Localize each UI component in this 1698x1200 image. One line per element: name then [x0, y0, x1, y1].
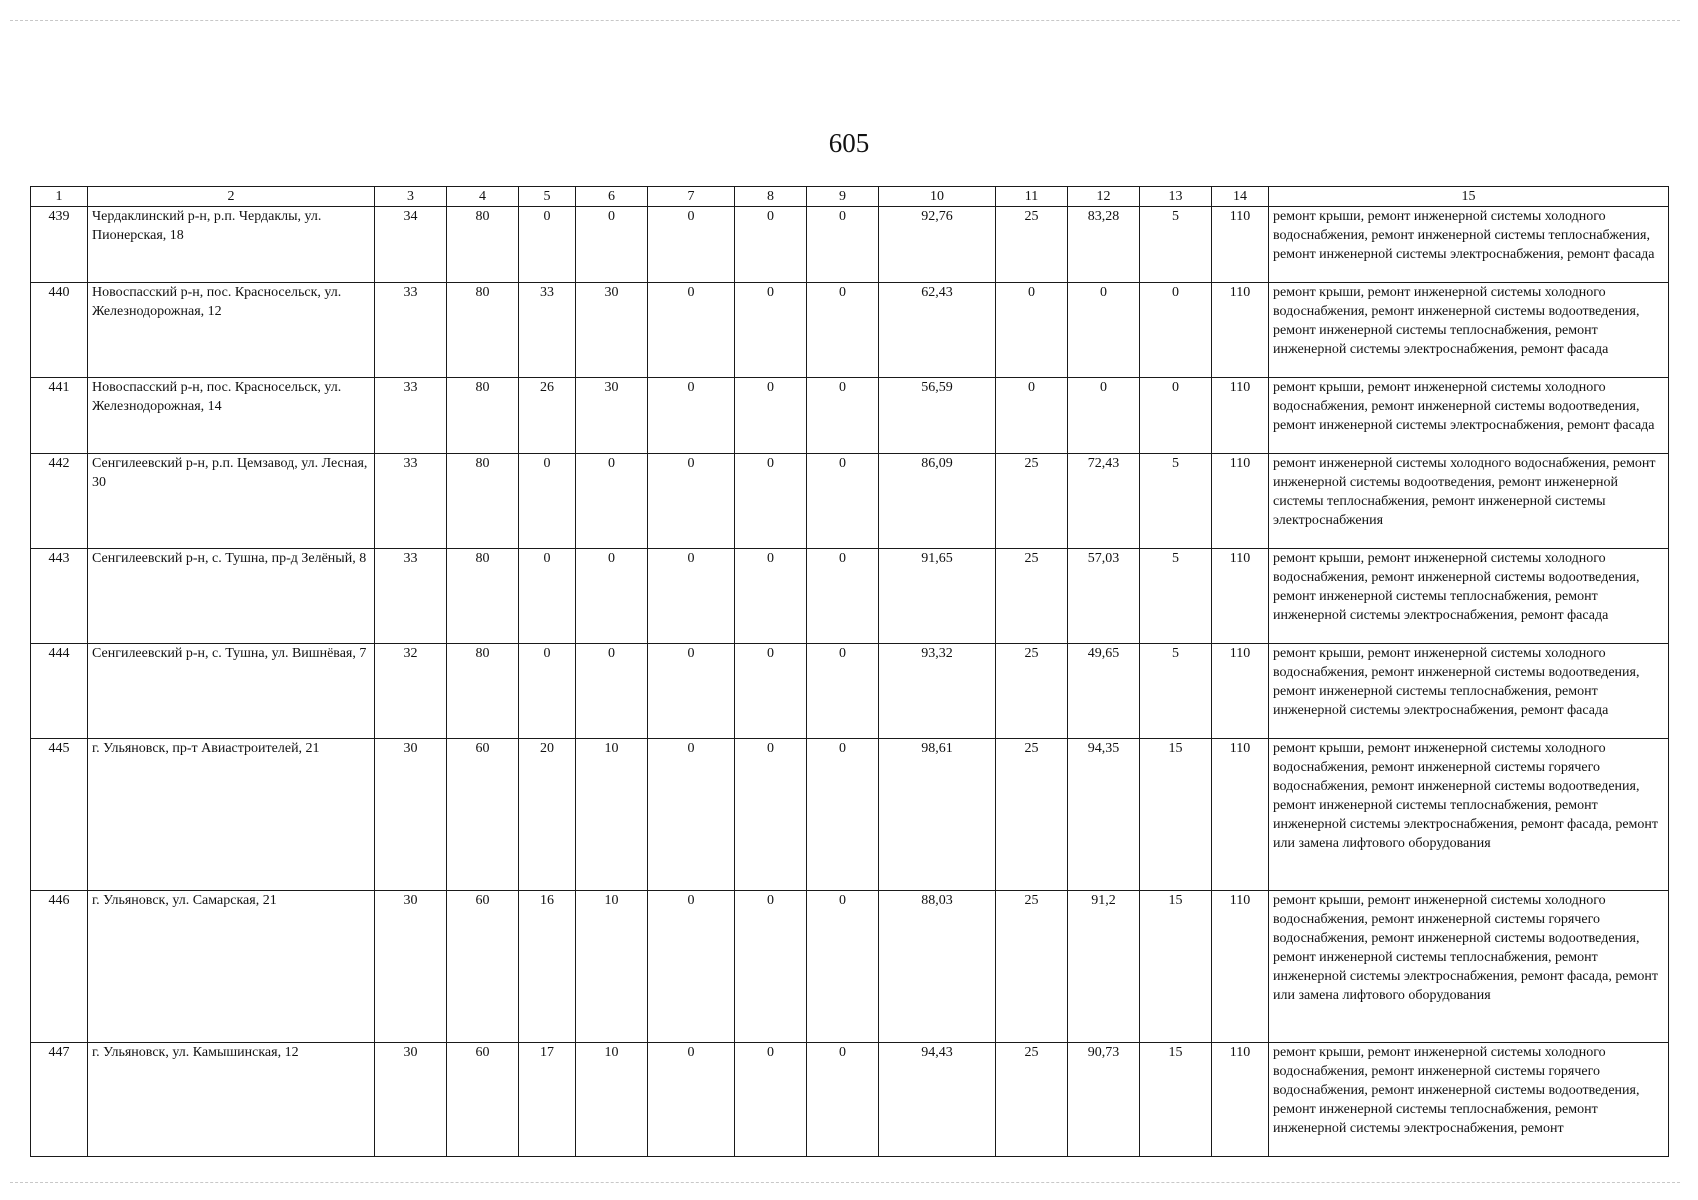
value-cell: 0 [519, 454, 576, 549]
table-body [31, 207, 1669, 1157]
value-cell: 0 [519, 207, 576, 283]
value-cell: 0 [1140, 283, 1212, 378]
value-cell: 32 [375, 644, 447, 739]
address-cell: Новоспасский р-н, пос. Красносельск, ул. Железнодорожная, 14 [88, 378, 375, 454]
works-cell: ремонт крыши, ремонт инженерной системы холодного водоснабжения, ремонт инженерной системы теплоснабжения, ремонт инженерной системы электроснабжения, ремонт фасада [1269, 207, 1669, 283]
value-cell: 0 [1068, 283, 1140, 378]
value-cell: 0 [648, 378, 735, 454]
value-cell: 5 [1140, 454, 1212, 549]
value-cell: 15 [1140, 891, 1212, 1043]
table-row [31, 454, 1669, 549]
value-cell: 16 [519, 891, 576, 1043]
row-number: 440 [31, 283, 88, 378]
value-cell: 110 [1212, 549, 1269, 644]
value-cell: 72,43 [1068, 454, 1140, 549]
value-cell: 30 [375, 891, 447, 1043]
value-cell: 0 [648, 739, 735, 891]
value-cell: 0 [807, 207, 879, 283]
column-header: 11 [996, 187, 1068, 207]
column-header: 12 [1068, 187, 1140, 207]
value-cell: 60 [447, 891, 519, 1043]
value-cell: 60 [447, 1043, 519, 1157]
value-cell: 0 [648, 454, 735, 549]
column-header: 15 [1269, 187, 1669, 207]
value-cell: 0 [807, 378, 879, 454]
value-cell: 25 [996, 549, 1068, 644]
scan-edge-top [10, 20, 1680, 21]
value-cell: 0 [735, 891, 807, 1043]
value-cell: 15 [1140, 1043, 1212, 1157]
value-cell: 20 [519, 739, 576, 891]
column-header: 10 [879, 187, 996, 207]
value-cell: 0 [735, 454, 807, 549]
table-row [31, 644, 1669, 739]
value-cell: 49,65 [1068, 644, 1140, 739]
value-cell: 17 [519, 1043, 576, 1157]
value-cell: 0 [735, 283, 807, 378]
value-cell: 0 [996, 378, 1068, 454]
value-cell: 0 [1140, 378, 1212, 454]
value-cell: 0 [735, 739, 807, 891]
value-cell: 110 [1212, 283, 1269, 378]
value-cell: 25 [996, 739, 1068, 891]
value-cell: 110 [1212, 378, 1269, 454]
value-cell: 57,03 [1068, 549, 1140, 644]
value-cell: 110 [1212, 454, 1269, 549]
value-cell: 56,59 [879, 378, 996, 454]
value-cell: 0 [519, 549, 576, 644]
value-cell: 0 [807, 454, 879, 549]
value-cell: 60 [447, 739, 519, 891]
works-cell: ремонт крыши, ремонт инженерной системы холодного водоснабжения, ремонт инженерной системы водоотведения, ремонт инженерной системы теплоснабжения, ремонт инженерной системы электроснабжения, ремонт фасада [1269, 549, 1669, 644]
scan-edge-bottom [10, 1182, 1680, 1183]
works-cell: ремонт инженерной системы холодного водоснабжения, ремонт инженерной системы водоотведения, ремонт инженерной системы теплоснабжения, ремонт инженерной системы электроснабжения [1269, 454, 1669, 549]
value-cell: 88,03 [879, 891, 996, 1043]
value-cell: 5 [1140, 549, 1212, 644]
value-cell: 0 [648, 891, 735, 1043]
value-cell: 0 [735, 207, 807, 283]
value-cell: 110 [1212, 1043, 1269, 1157]
column-header: 8 [735, 187, 807, 207]
table-row [31, 891, 1669, 1043]
value-cell: 10 [576, 891, 648, 1043]
row-number: 439 [31, 207, 88, 283]
value-cell: 30 [576, 283, 648, 378]
row-number: 447 [31, 1043, 88, 1157]
value-cell: 92,76 [879, 207, 996, 283]
value-cell: 5 [1140, 207, 1212, 283]
value-cell: 0 [735, 378, 807, 454]
value-cell: 33 [519, 283, 576, 378]
row-number: 443 [31, 549, 88, 644]
column-header: 13 [1140, 187, 1212, 207]
value-cell: 0 [648, 283, 735, 378]
column-header: 3 [375, 187, 447, 207]
value-cell: 90,73 [1068, 1043, 1140, 1157]
value-cell: 110 [1212, 644, 1269, 739]
value-cell: 0 [1068, 378, 1140, 454]
value-cell: 80 [447, 378, 519, 454]
column-header: 14 [1212, 187, 1269, 207]
registry-table [30, 186, 1669, 1157]
value-cell: 25 [996, 891, 1068, 1043]
value-cell: 91,65 [879, 549, 996, 644]
value-cell: 30 [375, 739, 447, 891]
address-cell: г. Ульяновск, ул. Камышинская, 12 [88, 1043, 375, 1157]
column-header: 4 [447, 187, 519, 207]
value-cell: 25 [996, 454, 1068, 549]
value-cell: 0 [996, 283, 1068, 378]
value-cell: 0 [735, 644, 807, 739]
column-header: 9 [807, 187, 879, 207]
value-cell: 0 [576, 454, 648, 549]
row-number: 446 [31, 891, 88, 1043]
value-cell: 33 [375, 454, 447, 549]
value-cell: 30 [576, 378, 648, 454]
table-row [31, 378, 1669, 454]
value-cell: 98,61 [879, 739, 996, 891]
value-cell: 26 [519, 378, 576, 454]
address-cell: Сенгилеевский р-н, с. Тушна, ул. Вишнёвая, 7 [88, 644, 375, 739]
value-cell: 0 [735, 549, 807, 644]
value-cell: 93,32 [879, 644, 996, 739]
table-row [31, 207, 1669, 283]
value-cell: 83,28 [1068, 207, 1140, 283]
value-cell: 0 [735, 1043, 807, 1157]
address-cell: г. Ульяновск, ул. Самарская, 21 [88, 891, 375, 1043]
value-cell: 0 [807, 549, 879, 644]
value-cell: 25 [996, 644, 1068, 739]
row-number: 441 [31, 378, 88, 454]
value-cell: 0 [648, 1043, 735, 1157]
value-cell: 25 [996, 207, 1068, 283]
works-cell: ремонт крыши, ремонт инженерной системы холодного водоснабжения, ремонт инженерной системы водоотведения, ремонт инженерной системы теплоснабжения, ремонт инженерной системы электроснабжения, ремонт фасада [1269, 644, 1669, 739]
row-number: 444 [31, 644, 88, 739]
table-row [31, 1043, 1669, 1157]
value-cell: 10 [576, 739, 648, 891]
row-number: 442 [31, 454, 88, 549]
value-cell: 80 [447, 644, 519, 739]
address-cell: Чердаклинский р-н, р.п. Чердаклы, ул. Пионерская, 18 [88, 207, 375, 283]
address-cell: Сенгилеевский р-н, р.п. Цемзавод, ул. Лесная, 30 [88, 454, 375, 549]
value-cell: 0 [807, 1043, 879, 1157]
value-cell: 0 [648, 644, 735, 739]
works-cell: ремонт крыши, ремонт инженерной системы холодного водоснабжения, ремонт инженерной системы водоотведения, ремонт инженерной системы электроснабжения, ремонт фасада [1269, 378, 1669, 454]
value-cell: 86,09 [879, 454, 996, 549]
value-cell: 0 [807, 891, 879, 1043]
works-cell: ремонт крыши, ремонт инженерной системы холодного водоснабжения, ремонт инженерной системы водоотведения, ремонт инженерной системы теплоснабжения, ремонт инженерной системы электроснабжения, ремонт фасада [1269, 283, 1669, 378]
value-cell: 80 [447, 454, 519, 549]
value-cell: 5 [1140, 644, 1212, 739]
value-cell: 30 [375, 1043, 447, 1157]
value-cell: 0 [519, 644, 576, 739]
value-cell: 34 [375, 207, 447, 283]
value-cell: 0 [807, 644, 879, 739]
column-header: 5 [519, 187, 576, 207]
value-cell: 110 [1212, 207, 1269, 283]
value-cell: 94,35 [1068, 739, 1140, 891]
table-row [31, 549, 1669, 644]
value-cell: 0 [576, 644, 648, 739]
value-cell: 0 [807, 739, 879, 891]
value-cell: 80 [447, 207, 519, 283]
value-cell: 110 [1212, 891, 1269, 1043]
value-cell: 80 [447, 283, 519, 378]
column-header: 2 [88, 187, 375, 207]
address-cell: Новоспасский р-н, пос. Красносельск, ул. Железнодорожная, 12 [88, 283, 375, 378]
value-cell: 62,43 [879, 283, 996, 378]
value-cell: 33 [375, 283, 447, 378]
column-header: 1 [31, 187, 88, 207]
value-cell: 0 [648, 549, 735, 644]
works-cell: ремонт крыши, ремонт инженерной системы холодного водоснабжения, ремонт инженерной системы горячего водоснабжения, ремонт инженерной системы водоотведения, ремонт инженерной системы теплоснабжения, ремонт инженерной системы электроснабжения, ремонт фасада, ремонт или замена лифтового оборудования [1269, 739, 1669, 891]
value-cell: 33 [375, 378, 447, 454]
works-cell: ремонт крыши, ремонт инженерной системы холодного водоснабжения, ремонт инженерной системы горячего водоснабжения, ремонт инженерной системы водоотведения, ремонт инженерной системы теплоснабжения, ремонт инженерной системы электроснабжения, ремонт [1269, 1043, 1669, 1157]
value-cell: 25 [996, 1043, 1068, 1157]
column-header: 6 [576, 187, 648, 207]
table-row [31, 739, 1669, 891]
address-cell: Сенгилеевский р-н, с. Тушна, пр-д Зелёный, 8 [88, 549, 375, 644]
value-cell: 0 [576, 207, 648, 283]
page-number: 605 [828, 128, 870, 158]
column-number-row [31, 187, 1669, 207]
value-cell: 110 [1212, 739, 1269, 891]
value-cell: 91,2 [1068, 891, 1140, 1043]
table-row [31, 283, 1669, 378]
column-header: 7 [648, 187, 735, 207]
address-cell: г. Ульяновск, пр-т Авиастроителей, 21 [88, 739, 375, 891]
works-cell: ремонт крыши, ремонт инженерной системы холодного водоснабжения, ремонт инженерной системы горячего водоснабжения, ремонт инженерной системы водоотведения, ремонт инженерной системы теплоснабжения, ремонт инженерной системы электроснабжения, ремонт фасада, ремонт или замена лифтового оборудования [1269, 891, 1669, 1043]
value-cell: 0 [807, 283, 879, 378]
value-cell: 33 [375, 549, 447, 644]
value-cell: 94,43 [879, 1043, 996, 1157]
value-cell: 0 [648, 207, 735, 283]
row-number: 445 [31, 739, 88, 891]
value-cell: 0 [576, 549, 648, 644]
value-cell: 10 [576, 1043, 648, 1157]
value-cell: 15 [1140, 739, 1212, 891]
value-cell: 80 [447, 549, 519, 644]
